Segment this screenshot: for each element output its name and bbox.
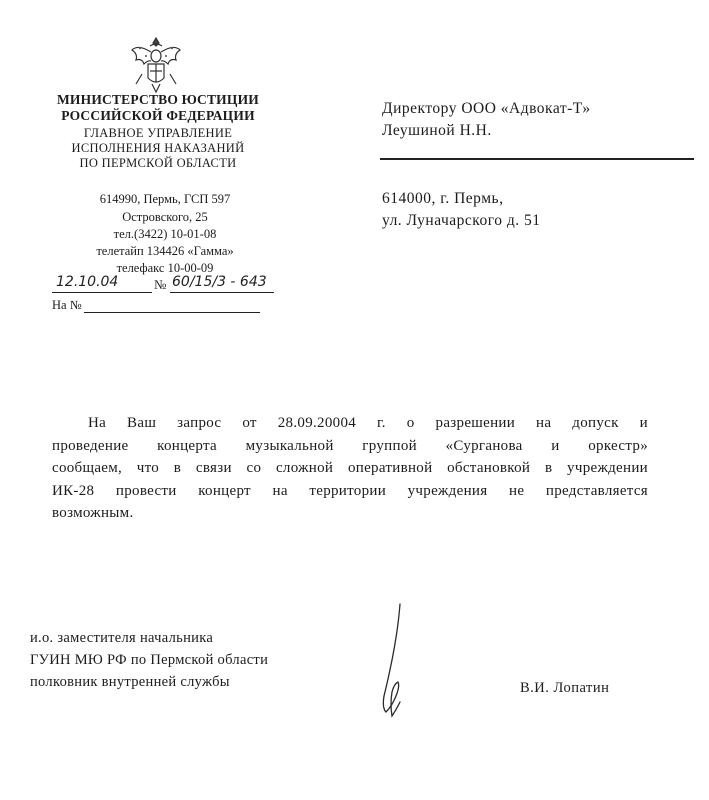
addressee-position: Директору ООО «Адвокат-Т» — [382, 100, 591, 117]
ministry-name-line2: РОССИЙСКОЙ ФЕДЕРАЦИИ — [61, 108, 255, 123]
addressee-street: ул. Луначарского д. 51 — [382, 212, 541, 229]
sender-teletype: телетайп 134426 «Гамма» — [96, 244, 234, 258]
body-line1: На Ваш запрос от 28.09.20004 г. о разрешении на допуск и — [88, 415, 648, 431]
department-line1: ГЛАВНОЕ УПРАВЛЕНИЕ — [83, 126, 233, 140]
sender-fax: телефакс 10-00-09 — [116, 261, 214, 275]
signatory-title-line1: и.о. заместителя начальника — [30, 630, 214, 646]
ministry-name-line1: МИНИСТЕРСТВО ЮСТИЦИИ — [56, 92, 259, 107]
body-line3: сообщаем, что в связи со сложной оперативной обстановкой в учреждении — [52, 460, 648, 476]
signatory-name: В.И. Лопатин — [520, 680, 610, 696]
signatory-title-line3: полковник внутренней службы — [30, 674, 230, 690]
reply-to-field — [84, 298, 260, 313]
reference-number-sign: № — [154, 277, 167, 292]
department-line2: ИСПОЛНЕНИЯ НАКАЗАНИЙ — [71, 141, 245, 155]
handwritten-signature — [362, 600, 422, 730]
sender-address-line1: 614990, Пермь, ГСП 597 — [99, 192, 231, 206]
sender-address-line2: Островского, 25 — [122, 210, 208, 224]
reference-date-field — [52, 276, 152, 293]
addressee-city: 614000, г. Пермь, — [382, 190, 504, 207]
signatory-title-line2: ГУИН МЮ РФ по Пермской области — [30, 652, 269, 668]
reference-number-field — [170, 276, 274, 293]
signatory-title — [30, 627, 268, 693]
letter-body — [52, 412, 648, 525]
body-line2: проведение концерта музыкальной группой «Сурганова и оркестр» — [52, 437, 648, 454]
coat-of-arms-icon — [128, 34, 184, 94]
reference-date: 12.10.04 — [56, 274, 119, 290]
addressee-separator — [380, 158, 694, 160]
reference-number: 60/15/3 - 643 — [172, 274, 267, 290]
reply-to-label: На № — [52, 298, 82, 312]
department-line3: ПО ПЕРМСКОЙ ОБЛАСТИ — [79, 156, 237, 170]
addressee-name: Леушиной Н.Н. — [382, 122, 492, 139]
body-line5: возможным. — [52, 505, 134, 521]
sender-phone: тел.(3422) 10-01-08 — [113, 227, 217, 241]
body-line4: ИК-28 провести концерт на территории учреждения не представляется — [52, 482, 648, 499]
